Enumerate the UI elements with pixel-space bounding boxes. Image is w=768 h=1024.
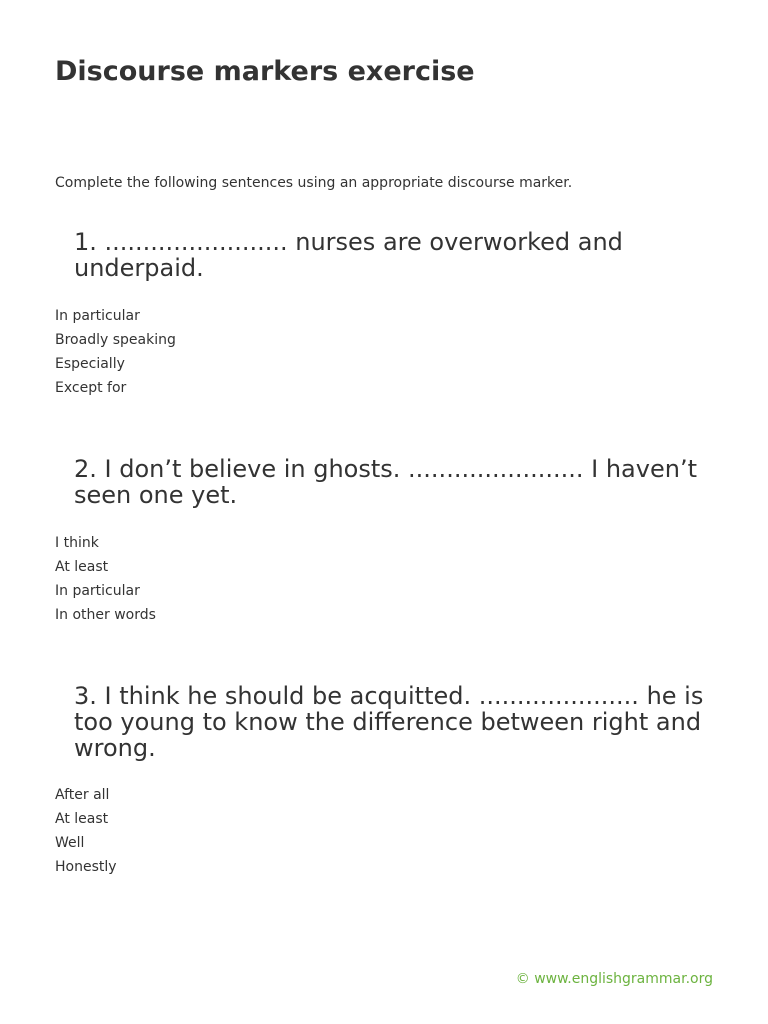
option-item: Honestly bbox=[55, 859, 117, 875]
options-list-3 bbox=[55, 783, 117, 879]
option-item: At least bbox=[55, 559, 109, 575]
option-item: Broadly speaking bbox=[55, 332, 176, 348]
option-item: After all bbox=[55, 787, 110, 803]
option-item: Especially bbox=[55, 356, 125, 372]
instructions-text: Complete the following sentences using an appropriate discourse marker. bbox=[55, 175, 573, 191]
question-2: 2. I don’t believe in ghosts. ....................... I haven’t seen one yet. bbox=[74, 455, 697, 509]
option-item: In particular bbox=[55, 583, 140, 599]
option-item: Well bbox=[55, 835, 85, 851]
option-item: In particular bbox=[55, 308, 140, 324]
question-3: 3. I think he should be acquitted. ..................... he is too young to know the difference between right and wrong. bbox=[74, 682, 704, 762]
options-list-2 bbox=[55, 531, 156, 627]
option-item: At least bbox=[55, 811, 109, 827]
question-1: 1. ........................ nurses are overworked and underpaid. bbox=[74, 228, 623, 282]
page-title: Discourse markers exercise bbox=[55, 56, 475, 87]
options-list-1 bbox=[55, 304, 176, 400]
option-item: I think bbox=[55, 535, 99, 551]
option-item: Except for bbox=[55, 380, 127, 396]
option-item: In other words bbox=[55, 607, 156, 623]
copyright-link[interactable]: © www.englishgrammar.org bbox=[515, 971, 713, 987]
